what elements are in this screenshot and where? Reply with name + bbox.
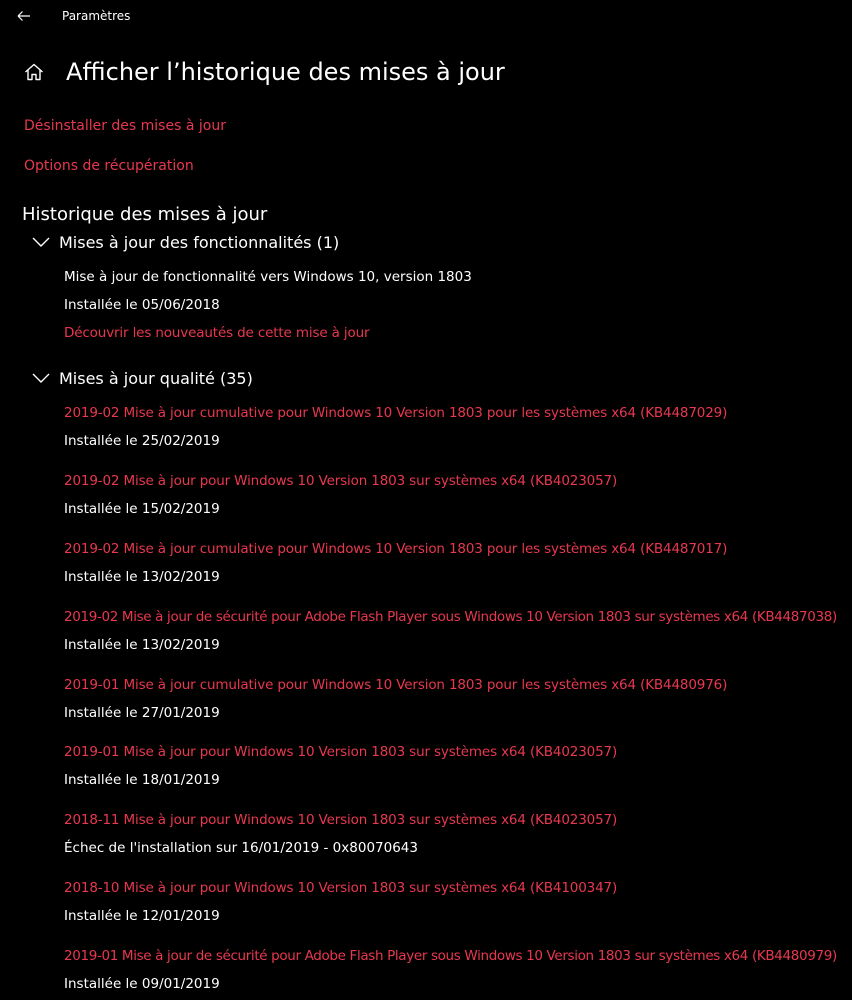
back-arrow-icon bbox=[12, 6, 36, 26]
app-title: Paramètres bbox=[62, 9, 131, 23]
quality-update-status: Installée le 09/01/2019 bbox=[64, 976, 220, 992]
quality-update-link[interactable]: 2019-02 Mise à jour cumulative pour Windows 10 Version 1803 pour les systèmes x64 (KB4487029) bbox=[64, 405, 728, 421]
title-bar bbox=[0, 0, 852, 32]
quality-update-status: Installée le 13/02/2019 bbox=[64, 569, 220, 585]
quality-update-status: Installée le 27/01/2019 bbox=[64, 705, 220, 721]
quality-update-link[interactable]: 2019-01 Mise à jour cumulative pour Windows 10 Version 1803 pour les systèmes x64 (KB4480976) bbox=[64, 677, 728, 693]
whats-new-link[interactable]: Découvrir les nouveautés de cette mise à jour bbox=[64, 325, 370, 341]
page-title: Afficher l’historique des mises à jour bbox=[66, 58, 505, 86]
recovery-options-link[interactable]: Options de récupération bbox=[24, 158, 194, 174]
home-button[interactable] bbox=[22, 60, 46, 84]
quality-update-link[interactable]: 2018-10 Mise à jour pour Windows 10 Version 1803 sur systèmes x64 (KB4100347) bbox=[64, 880, 618, 896]
feature-update-status: Installée le 05/06/2018 bbox=[64, 297, 220, 313]
quality-update-link[interactable]: 2018-11 Mise à jour pour Windows 10 Version 1803 sur systèmes x64 (KB4023057) bbox=[64, 812, 618, 828]
feature-update-name: Mise à jour de fonctionnalité vers Windows 10, version 1803 bbox=[64, 269, 472, 285]
update-history-heading: Historique des mises à jour bbox=[22, 204, 268, 225]
quality-update-link[interactable]: 2019-02 Mise à jour pour Windows 10 Version 1803 sur systèmes x64 (KB4023057) bbox=[64, 473, 618, 489]
quality-update-link[interactable]: 2019-01 Mise à jour pour Windows 10 Version 1803 sur systèmes x64 (KB4023057) bbox=[64, 744, 618, 760]
uninstall-updates-link[interactable]: Désinstaller des mises à jour bbox=[24, 118, 226, 134]
quality-update-link[interactable]: 2019-01 Mise à jour de sécurité pour Adobe Flash Player sous Windows 10 Version 1803 sur systèmes x64 (KB4480979) bbox=[64, 948, 837, 964]
quality-update-status: Installée le 12/01/2019 bbox=[64, 908, 220, 924]
home-icon bbox=[22, 60, 46, 84]
feature-updates-group-label: Mises à jour des fonctionnalités (1) bbox=[59, 233, 340, 252]
chevron-down-icon bbox=[32, 236, 50, 248]
quality-updates-group-label: Mises à jour qualité (35) bbox=[59, 369, 253, 388]
quality-update-status: Installée le 13/02/2019 bbox=[64, 637, 220, 653]
back-button[interactable] bbox=[12, 6, 36, 26]
quality-update-status: Installée le 25/02/2019 bbox=[64, 433, 220, 449]
quality-update-link[interactable]: 2019-02 Mise à jour de sécurité pour Adobe Flash Player sous Windows 10 Version 1803 sur systèmes x64 (KB4487038) bbox=[64, 609, 837, 625]
quality-update-status-failed: Échec de l'installation sur 16/01/2019 - 0x80070643 bbox=[64, 840, 418, 856]
chevron-down-icon bbox=[32, 372, 50, 384]
quality-update-link[interactable]: 2019-02 Mise à jour cumulative pour Windows 10 Version 1803 pour les systèmes x64 (KB4487017) bbox=[64, 541, 728, 557]
quality-update-status: Installée le 15/02/2019 bbox=[64, 501, 220, 517]
quality-update-status: Installée le 18/01/2019 bbox=[64, 772, 220, 788]
